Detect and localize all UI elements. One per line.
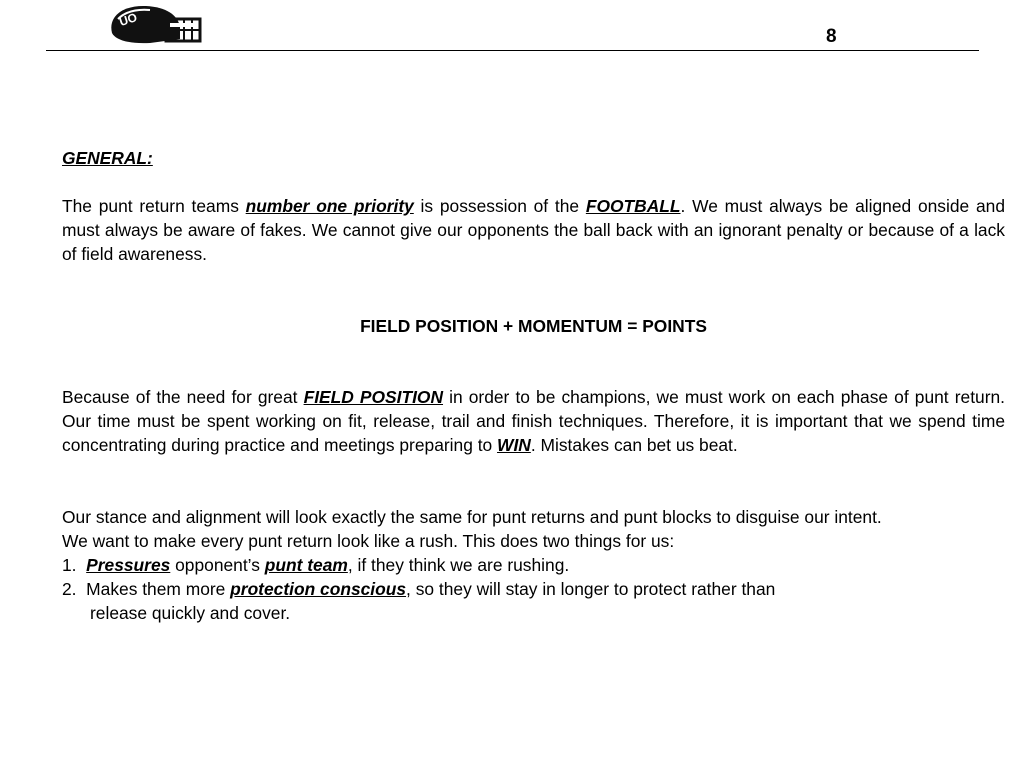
stance-line-1: Our stance and alignment will look exactly the same for punt returns and punt blocks to disguise our intent.	[62, 507, 882, 527]
header-rule	[46, 50, 979, 51]
field-emphasis-2: WIN	[497, 435, 531, 455]
list-item-2-continuation: release quickly and cover.	[90, 603, 291, 623]
field-text-1: Because of the need for great	[62, 387, 304, 407]
priority-text-1: The punt return teams	[62, 196, 246, 216]
section-heading: GENERAL:	[62, 148, 153, 168]
list-item-1-number: 1.	[62, 555, 87, 575]
list-item-2-lead: 2. Makes them more	[62, 579, 231, 599]
page-number: 8	[826, 26, 837, 47]
list-item-2-text: , so they will stay in longer to protect rather than	[406, 579, 776, 599]
list-item-1-text-2: , if they think we are rushing.	[347, 555, 570, 575]
field-text-3: . Mistakes can bet us beat.	[530, 435, 738, 455]
priority-text-3: . We must always be aligned onside and must always be aware of fakes. We cannot give our opponents the ball back with an ignorant penalty or because of a lack of field awareness.	[62, 196, 1005, 264]
list-item-2	[62, 577, 1005, 601]
field-emphasis-1: FIELD POSITION	[303, 387, 444, 407]
list-item-1-emphasis-1: Pressures	[86, 555, 171, 575]
list-item-1-emphasis-2: punt team	[264, 555, 348, 575]
priority-emphasis-2: FOOTBALL	[585, 196, 681, 216]
priority-text-2: is possession of the	[413, 196, 586, 216]
svg-text:UO: UO	[117, 10, 139, 29]
stance-line-2: We want to make every punt return look like a rush. This does two things for us:	[62, 531, 675, 551]
list-item-1-text-1: opponent’s	[170, 555, 265, 575]
list-item-2-emphasis: protection conscious	[230, 579, 407, 599]
priority-emphasis-1: number one priority	[245, 196, 414, 216]
document-body	[62, 146, 1005, 625]
field-text-2: in order to be champions, we must work on each phase of punt return. Our time must be spent working on fit, release, trail and finish techniques. Therefore, it is important that we spend time concentrating during practice and meetings preparing to	[62, 387, 1005, 455]
equation-heading: FIELD POSITION + MOMENTUM = POINTS	[360, 316, 707, 336]
list-item-1	[62, 553, 1005, 577]
football-helmet-icon	[104, 3, 202, 45]
priority-paragraph	[62, 194, 1005, 266]
field-position-paragraph	[62, 385, 1005, 457]
